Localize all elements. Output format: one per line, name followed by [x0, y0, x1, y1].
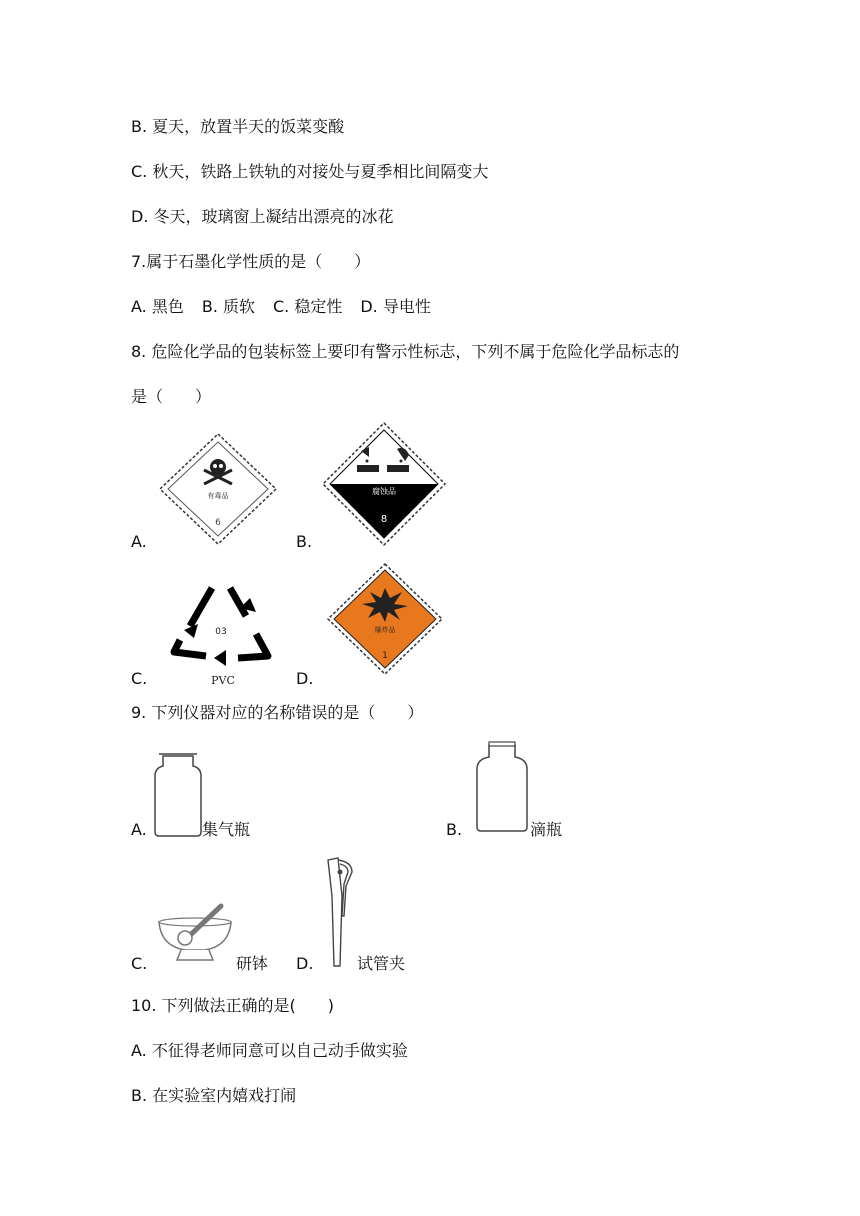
- q8-label-a: A.: [131, 532, 147, 551]
- q6-option-d: D. 冬天，玻璃窗上凝结出漂亮的冰花: [131, 207, 394, 226]
- q10-stem: 10. 下列做法正确的是( ): [131, 996, 335, 1015]
- q9-label-d: D.: [296, 954, 314, 973]
- toxic-sign-image: [158, 432, 278, 546]
- explosive-sign-label: 爆炸品: [374, 626, 396, 634]
- corrosive-sign-image: [321, 421, 447, 547]
- q9-label-b: B.: [446, 820, 463, 839]
- recycle-material: PVC: [211, 674, 235, 687]
- q10-option-b: B. 在实验室内嬉戏打闹: [131, 1086, 297, 1105]
- mortar-pestle-image: [155, 900, 235, 966]
- explosive-sign-number: 1: [382, 651, 388, 661]
- q7-stem: 7.属于石墨化学性质的是（ ）: [131, 252, 371, 271]
- toxic-sign-label: 有毒品: [207, 492, 229, 500]
- q9-name-a: 集气瓶: [202, 820, 251, 839]
- q8-label-d: D.: [296, 669, 314, 688]
- q6-option-b: B. 夏天，放置半天的饭菜变酸: [131, 117, 345, 136]
- q8-stem-line1: 8. 危险化学品的包装标签上要印有警示性标志，下列不属于危险化学品标志的: [131, 342, 680, 361]
- q9-name-b: 滴瓶: [530, 820, 563, 839]
- q7-option-c: C. 稳定性: [273, 297, 343, 316]
- q7-option-a: A. 黑色: [131, 297, 184, 316]
- q8-label-c: C.: [131, 669, 148, 688]
- q10-option-a: A. 不征得老师同意可以自己动手做实验: [131, 1041, 408, 1060]
- q6-option-c: C. 秋天，铁路上铁轨的对接处与夏季相比间隔变大: [131, 162, 489, 181]
- recycle-code: 03: [215, 627, 227, 637]
- corrosive-sign-label: 腐蚀品: [372, 487, 396, 496]
- q8-label-b: B.: [296, 532, 313, 551]
- q9-name-d: 试管夹: [357, 954, 406, 973]
- toxic-sign-number: 6: [215, 518, 221, 528]
- dropper-bottle-image: [475, 741, 529, 833]
- q9-stem: 9. 下列仪器对应的名称错误的是（ ）: [131, 703, 424, 722]
- recycling-sign-image: [168, 578, 276, 690]
- q7-option-b: B. 质软: [201, 297, 255, 316]
- recycle-triangle-icon: [174, 588, 268, 658]
- q7-option-d: D. 导电性: [360, 297, 431, 316]
- corrosive-sign-number: 8: [380, 514, 388, 525]
- q7-options: [131, 297, 431, 317]
- q9-name-c: 研钵: [236, 954, 269, 973]
- q9-label-c: C.: [131, 954, 148, 973]
- q9-label-a: A.: [131, 820, 147, 839]
- q8-stem-line2: 是（ ）: [131, 387, 212, 406]
- explosive-sign-image: [326, 562, 444, 676]
- test-tube-holder-image: [322, 856, 358, 970]
- gas-jar-image: [153, 752, 203, 838]
